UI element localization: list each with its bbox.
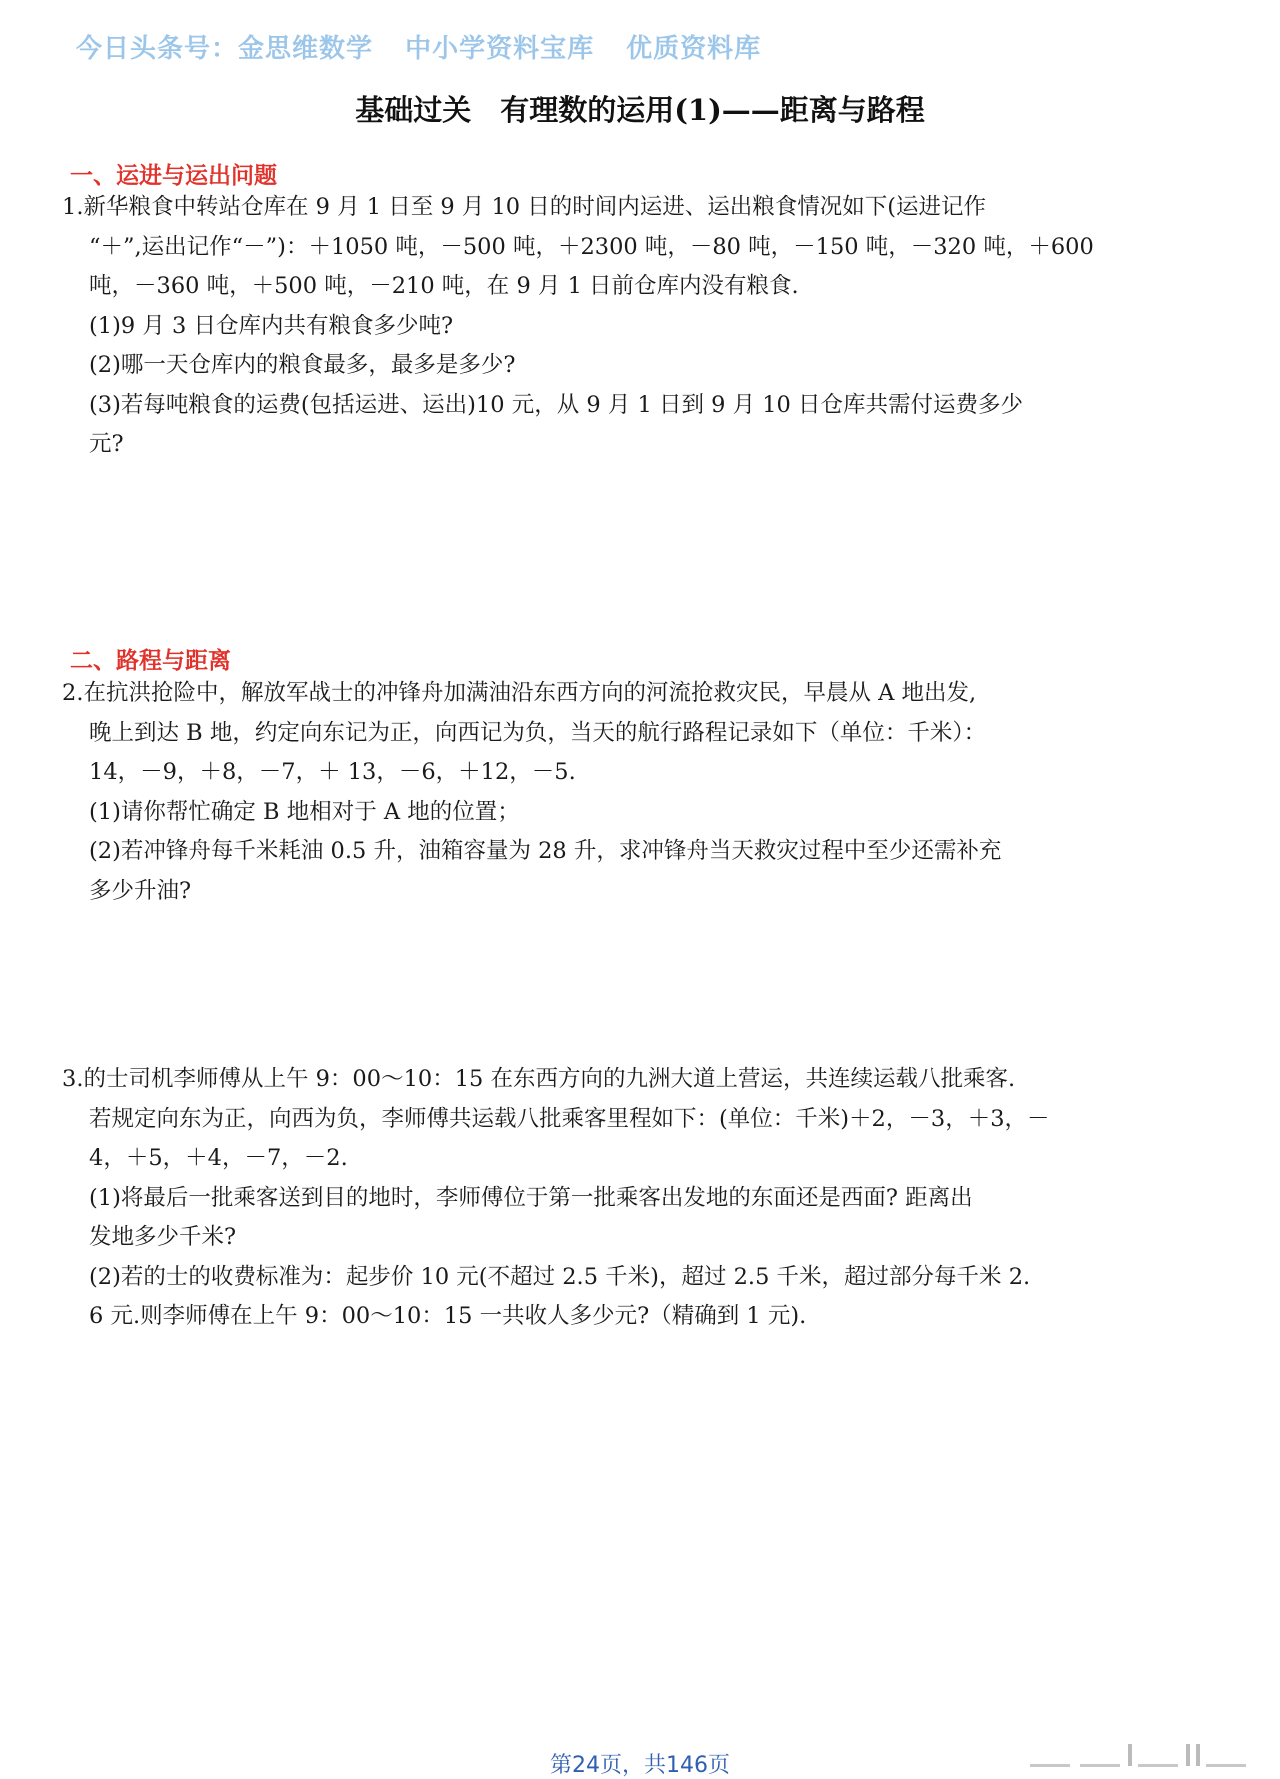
problem-3 — [62, 1060, 1204, 1337]
footer-bar — [1186, 1744, 1190, 1766]
problem-2-question: (1)请你帮忙确定 B 地相对于 A 地的位置； — [89, 798, 520, 825]
watermark-header — [76, 28, 783, 65]
problem-1-question: (1)9 月 3 日仓库内共有粮食多少吨? — [89, 312, 454, 339]
problem-3-line: 3.的士司机李师傅从上午 9：00～10：15 在东西方向的九洲大道上营运，共连续运载八批乘客. — [62, 1066, 1016, 1092]
footer-bar — [1196, 1744, 1200, 1766]
problem-2-line: 晚上到达 B 地，约定向东记为正，向西记为负，当天的航行路程记录如下（单位：千米）： — [89, 719, 987, 746]
footer-bar — [1128, 1744, 1132, 1766]
page-number: 第24页，共146页 — [550, 1753, 730, 1778]
problem-3-question: (1)将最后一批乘客送到目的地时，李师傅位于第一批乘客出发地的东面还是西面? 距离出 — [89, 1184, 973, 1211]
page-title: 基础过关 有理数的运用(1)——距离与路程 — [355, 93, 925, 127]
problem-2 — [62, 674, 1204, 911]
footer-dash — [1138, 1764, 1178, 1767]
problem-1-line: 1.新华粮食中转站仓库在 9 月 1 日至 9 月 10 日的时间内运进、运出粮食情况如下(运进记作 — [62, 194, 987, 220]
problem-2-line: 2.在抗洪抢险中，解放军战士的冲锋舟加满油沿东西方向的河流抢救灾民，早晨从 A 地出发, — [62, 680, 977, 706]
problem-3-question: (2)若的士的收费标准为：起步价 10 元(不超过 2.5 千米)，超过 2.5 千米，超过部分每千米 2. — [89, 1263, 1031, 1290]
footer-dash — [1030, 1764, 1070, 1767]
problem-1-question: (2)哪一天仓库内的粮食最多，最多是多少? — [89, 352, 516, 378]
section-title-2: 二、路程与距离 — [70, 648, 231, 674]
problem-1-line: “＋”,运出记作“－”)：＋1050 吨，－500 吨，＋2300 吨，－80 吨，－150 吨，－320 吨，＋600 — [89, 233, 1094, 260]
problem-2-question: (2)若冲锋舟每千米耗油 0.5 升，油箱容量为 28 升，求冲锋舟当天救灾过程中至少还需补充 — [89, 838, 1002, 864]
problem-3-line: 发地多少千米? — [89, 1224, 237, 1250]
watermark-part-1: 今日头条号：金思维数学 — [76, 34, 374, 64]
problem-1-question: (3)若每吨粮食的运费(包括运进、运出)10 元，从 9 月 1 日到 9 月 10 日仓库共需付运费多少 — [89, 391, 1024, 418]
section-title-1: 一、运进与运出问题 — [70, 163, 277, 189]
problem-1-line: 吨，－360 吨，＋500 吨，－210 吨，在 9 月 1 日前仓库内没有粮食. — [89, 273, 799, 299]
footer-decoration — [1030, 1742, 1260, 1772]
footer-dash — [1206, 1764, 1246, 1767]
problem-2-line: 多少升油? — [89, 877, 192, 904]
problem-1 — [62, 188, 1204, 465]
watermark-part-2: 中小学资料宝库 — [405, 34, 595, 64]
problem-3-line: 若规定向东为正，向西为负，李师傅共运载八批乘客里程如下：(单位：千米)＋2，－3，＋3，－ — [89, 1105, 1050, 1132]
problem-3-line: 6 元.则李师傅在上午 9：00～10：15 一共收人多少元?（精确到 1 元). — [89, 1303, 807, 1329]
problem-1-line: 元? — [89, 431, 124, 457]
footer-dash — [1080, 1764, 1120, 1767]
problem-2-line: 14，－9，＋8，－7，＋ 13，－6，＋12，－5. — [89, 759, 576, 785]
watermark-part-3: 优质资料库 — [626, 34, 762, 64]
problem-3-line: 4，＋5，＋4，－7，－2. — [89, 1145, 348, 1171]
